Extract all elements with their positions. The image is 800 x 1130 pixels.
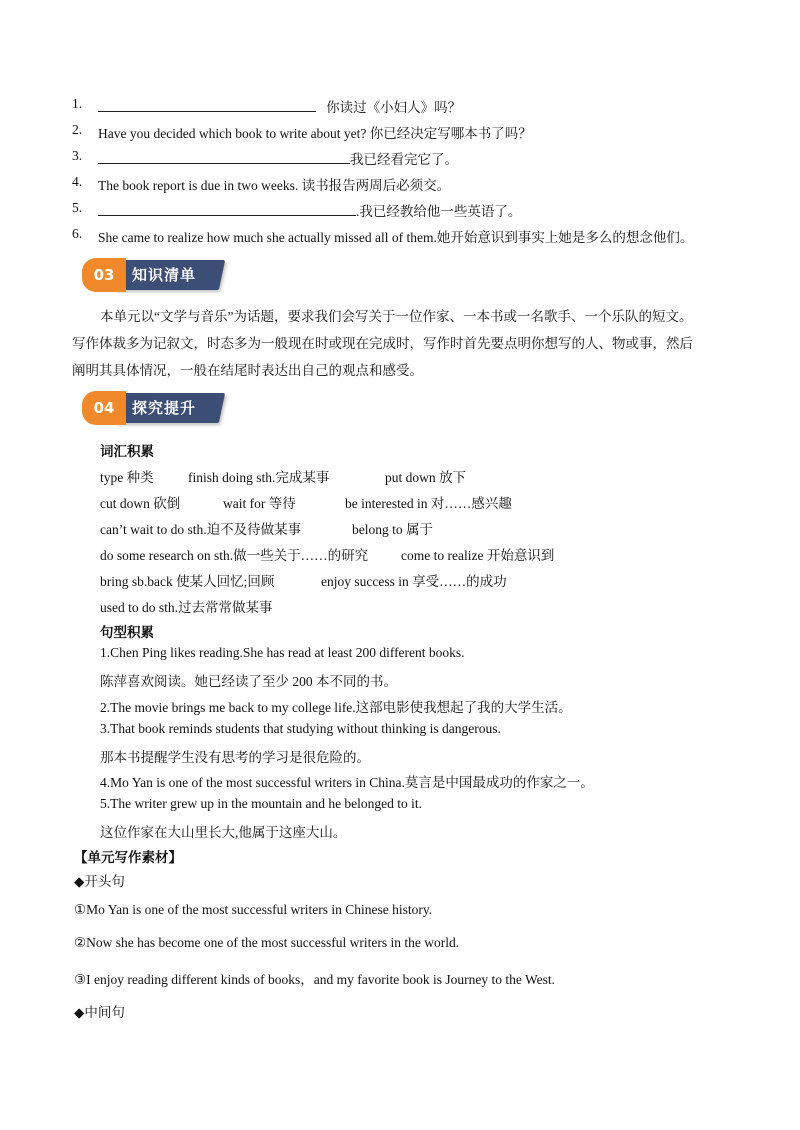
vocab-item: belong to 属于: [352, 522, 433, 537]
exercise-number: 1.: [72, 96, 83, 111]
vocab-item: wait for 等待: [223, 496, 296, 511]
opening-label: ◆开头句: [74, 874, 125, 889]
badge-label: 知识清单: [132, 266, 197, 284]
section-badge-03: [82, 258, 232, 292]
exercise-tail: 我已经看完它了。: [350, 152, 458, 167]
badge-number: 03: [82, 258, 126, 292]
opening-sentence: ③I enjoy reading different kinds of books，and my favorite book is Journey to the West.: [74, 972, 556, 987]
middle-label: ◆中间句: [74, 1005, 125, 1020]
paragraph-line: 本单元以“文学与音乐”为话题，要求我们会写关于一位作家、一本书或一名歌手、一个乐队的短文。: [100, 309, 693, 324]
vocab-item: finish doing sth.完成某事: [188, 470, 330, 485]
opening-sentence: ①Mo Yan is one of the most successful writers in Chinese history.: [74, 902, 433, 917]
exercise-text: Have you decided which book to write about yet? 你已经决定写哪本书了吗？: [98, 126, 532, 141]
exercise-tail: 你读过《小妇人》吗？: [326, 100, 462, 115]
exercise-tail: .我已经教给他一些英语了。: [356, 204, 522, 219]
exercise-text: The book report is due in two weeks. 读书报告两周后必须交。: [98, 178, 451, 193]
exercise-item: [98, 200, 521, 220]
sentence-line: 4.Mo Yan is one of the most successful writers in China.莫言是中国最成功的作家之一。: [100, 775, 594, 790]
vocab-item: bring sb.back 使某人回忆;回顾: [100, 574, 275, 589]
paragraph-line: 阐明其具体情况，一般在结尾时表达出自己的观点和感受。: [72, 363, 423, 378]
vocab-item: cut down 砍倒: [100, 496, 181, 511]
vocab-item: do some research on sth.做一些关于……的研究: [100, 548, 369, 563]
sentence-heading: 句型积累: [100, 625, 154, 640]
vocab-item: used to do sth.过去常常做某事: [100, 600, 273, 615]
exercise-text: She came to realize how much she actually missed all of them.她开始意识到事实上她是多么的想念他们。: [98, 230, 694, 245]
materials-heading: 【单元写作素材】: [74, 850, 182, 865]
vocab-item: enjoy success in 享受……的成功: [321, 574, 507, 589]
exercise-number: 2.: [72, 122, 83, 137]
sentence-line: 那本书提醒学生没有思考的学习是很危险的。: [100, 750, 370, 765]
answer-blank[interactable]: [98, 99, 316, 112]
exercise-number: 4.: [72, 174, 83, 189]
exercise-item: [98, 96, 461, 116]
answer-blank[interactable]: [98, 203, 356, 216]
vocab-item: come to realize 开始意识到: [401, 548, 555, 563]
sentence-line: 这位作家在大山里长大,他属于这座大山。: [100, 825, 347, 840]
vocab-item: type 种类: [100, 470, 154, 485]
exercise-number: 3.: [72, 148, 83, 163]
section-badge-04: [82, 391, 232, 425]
badge-label: 探究提升: [132, 399, 197, 417]
vocab-item: be interested in 对……感兴趣: [345, 496, 512, 511]
sentence-line: 5.The writer grew up in the mountain and he belonged to it.: [100, 796, 423, 811]
exercise-item: [98, 148, 458, 168]
sentence-line: 1.Chen Ping likes reading.She has read at least 200 different books.: [100, 645, 465, 660]
badge-number: 04: [82, 391, 126, 425]
sentence-line: 2.The movie brings me back to my college life.这部电影使我想起了我的大学生活。: [100, 700, 572, 715]
exercise-number: 5.: [72, 200, 83, 215]
answer-blank[interactable]: [98, 151, 350, 164]
sentence-line: 陈萍喜欢阅读。她已经读了至少 200 本不同的书。: [100, 674, 397, 689]
paragraph-line: 写作体裁多为记叙文，时态多为一般现在时或现在完成时，写作时首先要点明你想写的人、物或事，然后: [72, 336, 693, 351]
vocab-item: put down 放下: [385, 470, 466, 485]
vocab-item: can’t wait to do sth.迫不及待做某事: [100, 522, 302, 537]
exercise-number: 6.: [72, 226, 83, 241]
opening-sentence: ②Now she has become one of the most successful writers in the world.: [74, 935, 460, 950]
vocab-heading: 词汇积累: [100, 444, 154, 459]
sentence-line: 3.That book reminds students that studying without thinking is dangerous.: [100, 721, 501, 736]
